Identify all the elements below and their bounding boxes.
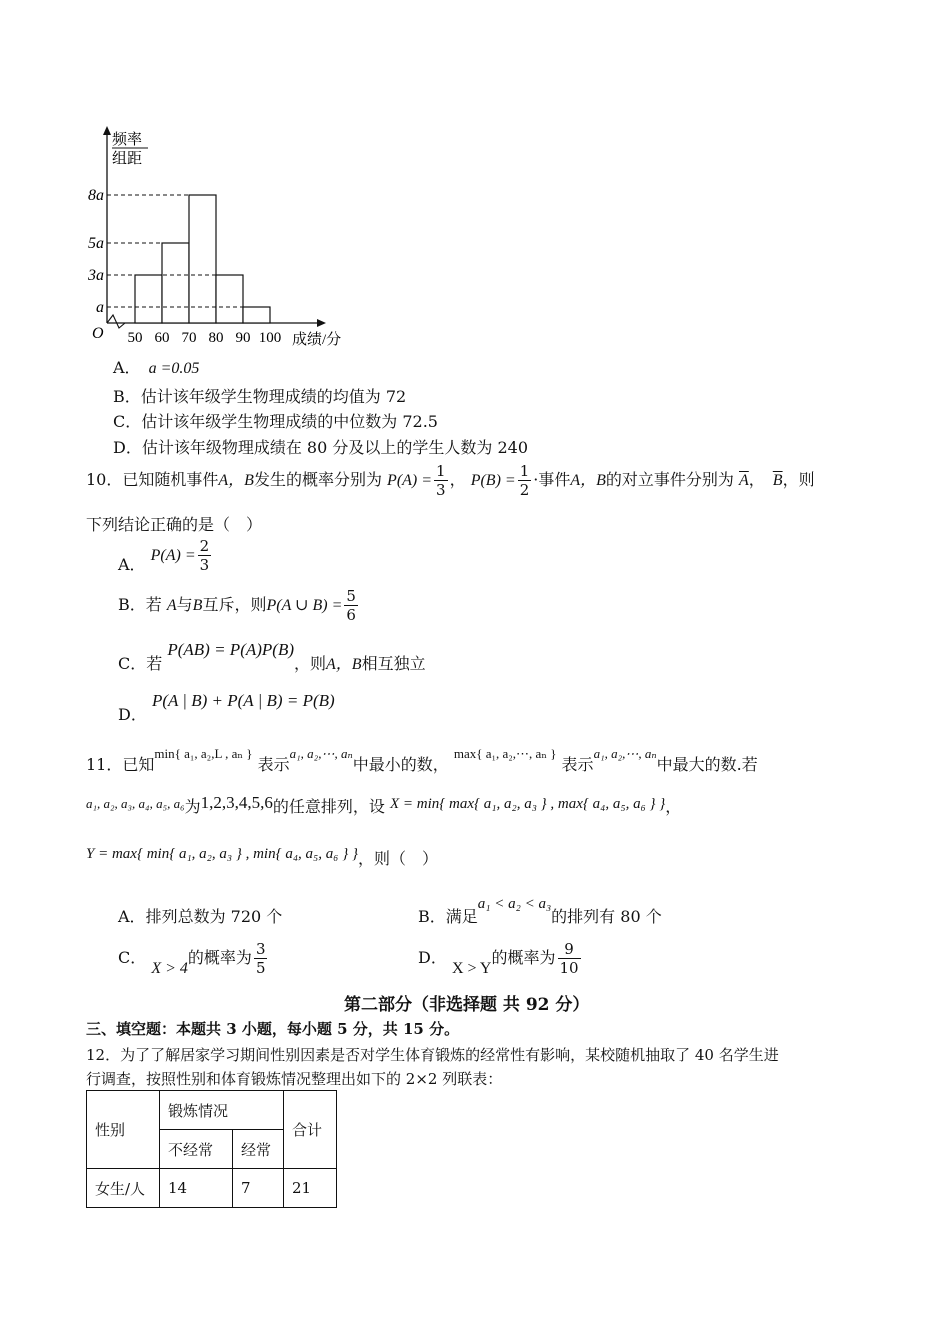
q12-line1: 12．为了了解居家学习期间性别因素是否对学生体育锻炼的经常性有影响，某校随机抽取了 40 名学生进	[86, 1046, 779, 1064]
q9-option-b	[113, 384, 406, 407]
q10-option-d	[118, 688, 335, 724]
q11-max-expr: max{ a₁, a₂,⋯, aₙ }	[453, 746, 557, 761]
q10-abar: $\overline{A}$	[739, 472, 749, 489]
option-text: 估计该年级学生物理成绩的中位数为 72.5	[141, 412, 438, 431]
cell-label: 女生/人	[87, 1169, 160, 1208]
option-text: A	[166, 597, 177, 614]
option-label: A．	[118, 907, 146, 926]
option-text: A，B	[326, 656, 362, 673]
option-math: P(A) =	[150, 547, 196, 564]
fraction: $\frac{1}{2}$	[519, 462, 530, 499]
option-math: P(AB) = P(A)P(B)	[167, 640, 294, 659]
option-text: 若	[145, 595, 162, 614]
q10-option-a	[118, 537, 213, 574]
option-label: A．	[118, 555, 146, 574]
histogram-bar	[243, 307, 270, 323]
option-label: B．	[113, 387, 141, 406]
q9-option-c	[113, 409, 438, 432]
q11-text: 为	[184, 797, 201, 816]
x-axis-label: 成绩/分	[292, 332, 342, 348]
q11-seq: a₁, a₂, a₃, a₄, a₅, a₆	[86, 796, 185, 811]
q10-option-b	[118, 587, 360, 624]
fraction: $\frac{9}{10}$	[559, 940, 579, 977]
x-axis-arrow	[317, 319, 326, 327]
option-text: a =0.05	[148, 360, 200, 377]
q10-stem: 10．已知随机事件A，B发生的概率分别为 P(A) = $\frac{1}{3}$ ， P(B) = $\frac{1}{2}$ ·事件A，B的对立事件分别为 $\overline{A}$， $\overline{B}$，则	[86, 462, 815, 499]
option-math: P(A ∪ B) =	[266, 597, 343, 614]
x-tick-label: 60	[154, 330, 170, 346]
q11-text: ，	[665, 797, 682, 816]
y-tick-label: 3a	[88, 267, 104, 284]
part2-title: 第二部分（非选择题 共 92 分）	[344, 995, 590, 1015]
option-text: B	[192, 597, 203, 614]
q11-text: 中最大的数.若	[656, 755, 758, 774]
q11-min-expr: min{ a₁, a₂,L , aₙ }	[154, 746, 253, 761]
fraction: $\frac{3}{5}$	[255, 940, 266, 977]
option-math: X > 4	[151, 960, 188, 977]
option-text: 互斥，则	[202, 595, 267, 614]
option-text: 排列总数为 720 个	[145, 907, 283, 926]
option-text: 的排列有 80 个	[551, 907, 662, 926]
q11-option-a	[118, 904, 282, 927]
option-math: P(A | B) + P(A | B) = P(B)	[151, 691, 335, 710]
option-text: 的概率为	[187, 948, 252, 967]
q10-bbar: $\overline{B}$	[772, 472, 783, 489]
option-label: C．	[118, 654, 147, 673]
q11-line2	[86, 790, 682, 816]
histogram-chart	[80, 120, 370, 355]
q11-perm: 1,2,3,4,5,6	[200, 793, 273, 812]
y-label-top: 频率	[112, 132, 143, 148]
header-exercise: 锻炼情况	[160, 1091, 284, 1130]
x-tick-label: 70	[181, 330, 197, 346]
y-tick-label: a	[96, 299, 104, 316]
table-row	[87, 1169, 337, 1208]
q10-pb: P(B) =	[470, 472, 516, 489]
option-text: 若	[146, 654, 163, 673]
option-label: B．	[418, 907, 446, 926]
x-tick-label: 90	[235, 330, 251, 346]
fraction: $\frac{2}{3}$	[199, 537, 210, 574]
option-label: B．	[118, 595, 146, 614]
option-text: 估计该年级学生物理成绩的均值为 72	[140, 387, 407, 406]
q11-stem	[86, 740, 758, 774]
fraction: $\frac{5}{6}$	[346, 587, 356, 624]
option-math: X > Y	[451, 960, 492, 977]
q11-text: 表示	[257, 755, 290, 774]
cell-often: 7	[233, 1169, 284, 1208]
q10-text: 10．已知随机事件	[86, 470, 219, 489]
histogram-bar	[135, 275, 162, 323]
y-axis-arrow	[103, 126, 111, 135]
y-tick-label: 8a	[88, 187, 104, 204]
option-text: 与	[176, 595, 193, 614]
option-text: 估计该年级物理成绩在 80 分及以上的学生人数为 240	[141, 438, 529, 457]
header-total: 合计	[284, 1091, 337, 1169]
option-label: C．	[118, 948, 147, 967]
x-tick-label: 80	[208, 330, 224, 346]
option-text: 的概率为	[491, 948, 556, 967]
q11-line3	[86, 840, 439, 868]
q11-text: ，则（ ）	[358, 849, 439, 868]
histogram-bar	[162, 243, 189, 323]
x-tick-label: 50	[127, 330, 143, 346]
q11-seq: a₁, a₂,⋯, aₙ	[289, 746, 353, 761]
q11-seq: a₁, a₂,⋯, aₙ	[593, 746, 657, 761]
option-text: ，则	[294, 654, 327, 673]
origin-label: O	[92, 325, 104, 342]
y-label-bottom: 组距	[112, 151, 143, 167]
q10-stem-line2: 下列结论正确的是（ ）	[86, 515, 263, 534]
q10-text: 的对立事件分别为	[605, 470, 734, 489]
option-label: A．	[113, 358, 141, 377]
header-gender: 性别	[87, 1091, 160, 1169]
q10-text: 发生的概率分别为	[253, 470, 382, 489]
y-tick-label: 5a	[88, 235, 104, 252]
q9-option-a	[113, 355, 199, 378]
q11-option-d	[418, 940, 583, 977]
axis-break	[107, 315, 125, 328]
q10-option-c	[118, 637, 426, 673]
option-math: a₁ < a₂ < a₃	[477, 896, 552, 912]
q10-text: ·事件	[533, 470, 571, 489]
section-heading: 三、填空题：本题共 3 小题，每小题 5 分，共 15 分。	[86, 1020, 460, 1038]
q11-text: 11．已知	[86, 755, 155, 774]
option-label: D．	[118, 705, 147, 724]
option-label: D．	[113, 438, 142, 457]
q11-text: 表示	[561, 755, 594, 774]
option-text: 满足	[445, 907, 478, 926]
cell-not-often: 14	[160, 1169, 233, 1208]
q11-y-def: Y = max{ min{ a₁, a₂, a₃ } , min{ a₄, a₅, a₆ } }	[86, 846, 358, 862]
histogram-bar	[189, 195, 216, 323]
contingency-table	[86, 1090, 337, 1208]
fraction: $\frac{1}{3}$	[436, 462, 446, 499]
option-label: C．	[113, 412, 142, 431]
q11-text: 中最小的数，	[352, 755, 449, 774]
q11-x-def: X = min{ max{ a₁, a₂, a₃ } , max{ a₄, a₅, a₆ } }	[390, 796, 666, 812]
q11-text: 的任意排列，设	[272, 797, 385, 816]
header-often: 经常	[233, 1130, 284, 1169]
q10-events: A，B	[570, 472, 606, 489]
q11-option-c	[118, 940, 269, 977]
histogram-bar	[216, 275, 243, 323]
cell-total: 21	[284, 1169, 337, 1208]
q10-text: ，则	[782, 470, 815, 489]
q9-option-d	[113, 435, 528, 458]
header-not-often: 不经常	[160, 1130, 233, 1169]
q11-option-b	[418, 890, 662, 926]
x-tick-label: 100	[258, 330, 282, 346]
q10-pa: P(A) =	[387, 472, 433, 489]
q12-line2: 行调查，按照性别和体育锻炼情况整理出如下的 2×2 列联表：	[86, 1070, 503, 1088]
option-text: 相互独立	[361, 654, 426, 673]
q10-events: A，B	[218, 472, 254, 489]
option-label: D．	[418, 948, 447, 967]
